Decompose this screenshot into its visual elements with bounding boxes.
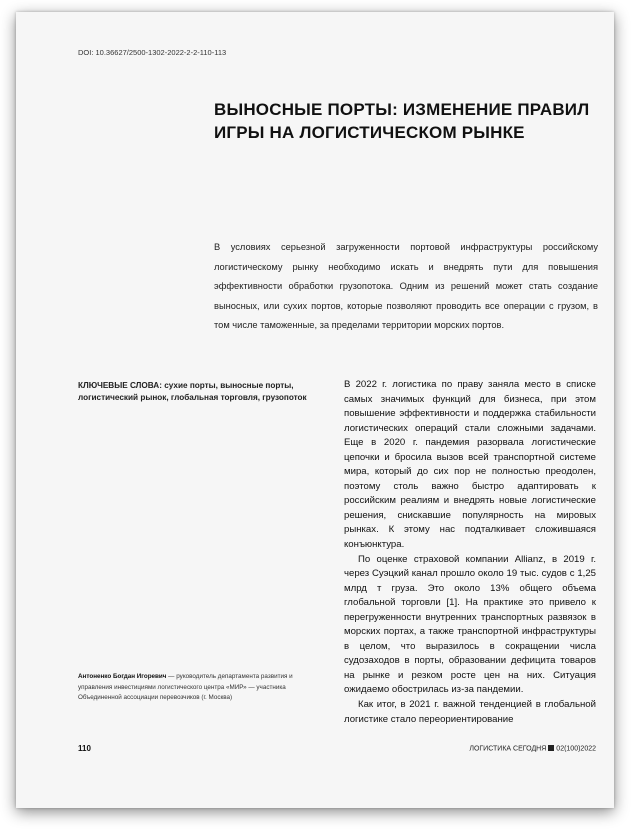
square-separator-icon: [548, 745, 554, 751]
journal-footer: [469, 745, 596, 753]
page-number: 110: [78, 744, 91, 753]
author-name: Антоненко Богдан Игоревич: [78, 673, 167, 680]
article-body: [344, 378, 596, 727]
article-title: ВЫНОСНЫЕ ПОРТЫ: ИЗМЕНЕНИЕ ПРАВИЛ ИГРЫ НА ЛОГИСТИЧЕСКОМ РЫНКЕ: [214, 100, 590, 142]
author-info: [78, 672, 328, 704]
body-paragraph: По оценке страховой компании Allianz, в 2019 г. через Суэцкий канал прошло около 19 тыс. судов с 1,25 млрд т груза. Это около 13% общего объема глобальной торговли [1]. На практике это привело к перегруженности внутренних транспортных развязок в морских портах, а также транспортной инфраструктуры в целом, что выразилось в сокращении числа судозаходов в порты, образовании дефицита товаров на рынке и резком росте цен на них. Ситуация ожидаемо обострилась из-за пандемии.: [344, 553, 596, 696]
article-lead: В условиях серьезной загруженности портовой инфраструктуры российскому логистическому рынку необходимо искать и внедрять пути для повышения эффективности обработки грузопотока. Одним из решений может стать создание выносных, или сухих портов, которые позволяют проводить все операции с грузом, в том числе таможенные, за пределами территории морских портов.: [214, 242, 598, 330]
body-paragraph: В 2022 г. логистика по праву заняла место в списке самых значимых функций для бизнеса, при этом повышение эффективности и поддержка стабильности логистических операций стали сложными задачами. Еще в 2020 г. пандемия разорвала логистические цепочки и бросила вызов всей транспортной системе мира, который до сих пор не полностью преодолен, поэтому столь важно быстро адаптировать к российским реалиям и внедрять новые логистические решения, снискавшие популярность на мировых рынках. К этому нас подталкивает сложившаяся конъюнктура.: [344, 379, 596, 551]
journal-issue: 02(100)2022: [556, 745, 596, 753]
keywords: КЛЮЧЕВЫЕ СЛОВА: сухие порты, выносные порты, логистический рынок, глобальная торговля, грузопоток: [78, 381, 307, 402]
author-details: — руководитель департамента развития и управления инвестициями логистического центра «МИР» — участника Объединенной ассоциации перевозчиков (г. Москва): [78, 673, 293, 701]
doi: DOI: 10.36627/2500-1302-2022-2-2-110-113: [78, 48, 227, 57]
body-paragraph: Как итог, в 2021 г. важной тенденцией в глобальной логистике стало переориентирование: [344, 699, 596, 725]
journal-page: [16, 12, 614, 808]
journal-name: ЛОГИСТИКА СЕГОДНЯ: [469, 745, 547, 753]
